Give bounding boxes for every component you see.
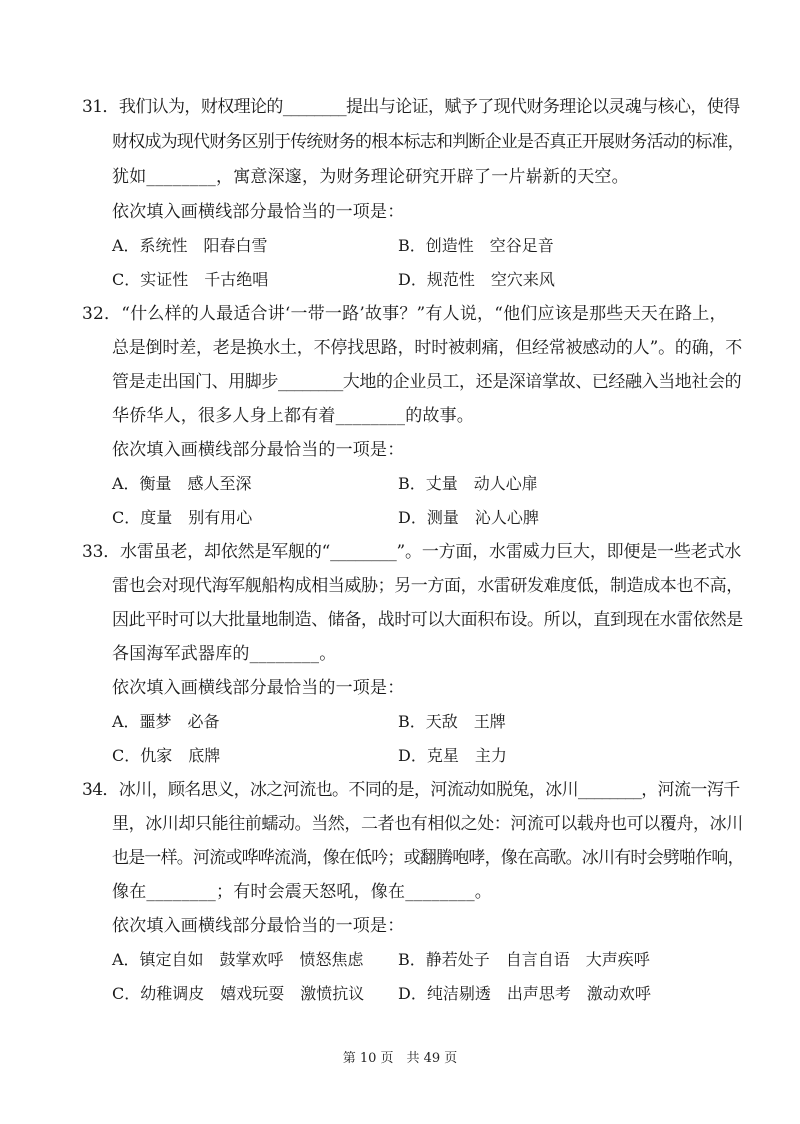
question-line: 各国海军武器库的________。 [112, 644, 337, 664]
option-c: C．幼稚调皮 嬉戏玩耍 激愤抗议 [112, 984, 365, 1003]
option-d: D．克星 主力 [398, 746, 507, 765]
question-line: 33．水雷虽老，却依然是军舰的“________”。一方面，水雷威力巨大，即便是一些老式水 [82, 542, 742, 562]
option-a: A．衡量 感人至深 [112, 474, 252, 493]
page-number-footer: 第 10 页 共 49 页 [342, 1051, 458, 1066]
option-a: A．镇定自如 鼓掌欢呼 愤怒焦虑 [112, 950, 364, 969]
option-c: C．实证性 千古绝唱 [112, 270, 269, 289]
question-prompt: 依次填入画横线部分最恰当的一项是： [112, 678, 405, 698]
question-prompt: 依次填入画横线部分最恰当的一项是： [112, 916, 405, 936]
question-prompt: 依次填入画横线部分最恰当的一项是： [112, 202, 405, 222]
question-line: 雷也会对现代海军舰船构成相当威胁；另一方面，水雷研发难度低，制造成本也不高， [112, 576, 743, 596]
option-c: C．度量 别有用心 [112, 508, 253, 527]
option-a: A．噩梦 必备 [112, 712, 220, 731]
question-line: 管是走出国门、用脚步________大地的企业员工，还是深谙掌故、已经融入当地社会的 [112, 372, 742, 392]
question-line: 也是一样。河流或哗哗流淌，像在低吟；或翻腾咆哮，像在高歌。冰川有时会劈啪作响， [112, 848, 744, 868]
question-line: 像在________；有时会震天怒吼，像在________。 [112, 882, 492, 902]
option-a: A．系统性 阳春白雪 [112, 236, 268, 255]
option-d: D．测量 沁人心脾 [398, 508, 539, 527]
question-line: 里，冰川却只能往前蠕动。当然，二者也有相似之处：河流可以载舟也可以覆舟，冰川 [112, 814, 743, 834]
question-line: 31．我们认为，财权理论的________提出与论证，赋予了现代财务理论以灵魂与核心，使得 [82, 97, 740, 117]
question-line: 华侨华人，很多人身上都有着________的故事。 [112, 406, 474, 426]
question-line: 犹如________，寓意深邃，为财务理论研究开辟了一片崭新的天空。 [112, 167, 629, 187]
question-line: 32．“什么样的人最适合讲‘一带一路’故事？”有人说，“他们应该是那些天天在路上， [82, 304, 727, 324]
question-line: 总是倒时差，老是换水土，不停找思路，时时被刺痛，但经常被感动的人”。的确，不 [112, 338, 743, 358]
option-d: D．纯洁剔透 出声思考 激动欢呼 [398, 984, 651, 1003]
question-line: 财权成为现代财务区别于传统财务的根本标志和判断企业是否真正开展财务活动的标准， [112, 132, 744, 152]
question-prompt: 依次填入画横线部分最恰当的一项是： [112, 440, 405, 460]
option-b: B．天敌 王牌 [398, 712, 506, 731]
option-b: B．丈量 动人心扉 [398, 474, 538, 493]
option-d: D．规范性 空穴来风 [398, 270, 555, 289]
question-line: 因此平时可以大批量地制造、储备，战时可以大面积布设。所以，直到现在水雷依然是 [112, 610, 743, 630]
option-b: B．静若处子 自言自语 大声疾呼 [398, 950, 650, 969]
option-c: C．仇家 底牌 [112, 746, 221, 765]
option-b: B．创造性 空谷足音 [398, 236, 554, 255]
question-line: 34．冰川，顾名思义，冰之河流也。不同的是，河流动如脱兔，冰川________，河流一泻千 [82, 780, 740, 800]
